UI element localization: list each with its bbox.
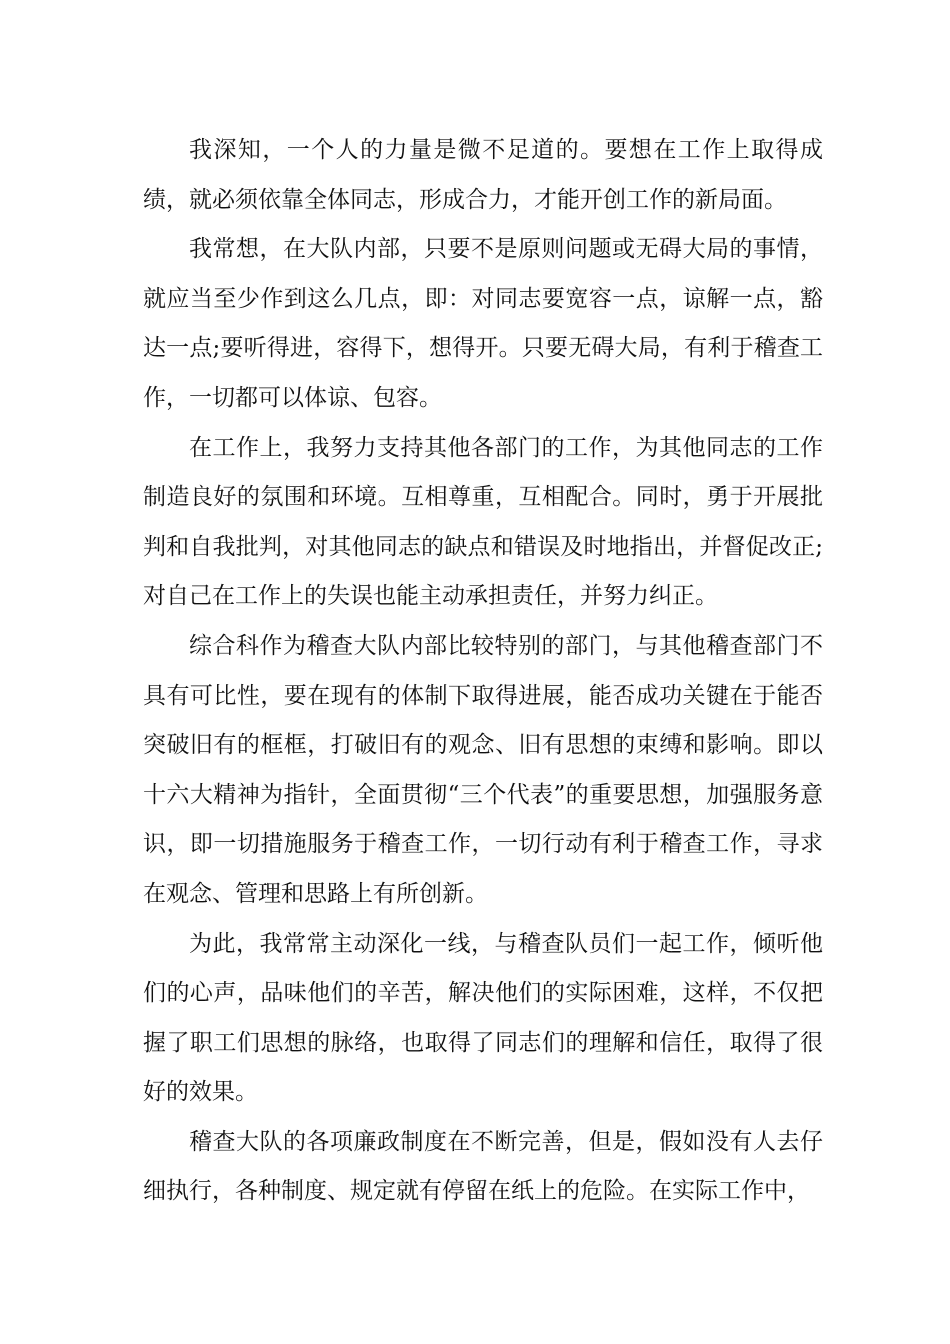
document-body [143,126,823,1217]
paragraph-1: 我深知，一个人的力量是微不足道的。要想在工作上取得成绩，就必须依靠全体同志，形成合力，才能开创工作的新局面。 [143,137,823,213]
paragraph-5: 为此，我常常主动深化一线，与稽查队员们一起工作，倾听他们的心声，品味他们的辛苦，解决他们的实际困难，这样，不仅把握了职工们思想的脉络，也取得了同志们的理解和信任，取得了很好的效果。 [143,930,823,1106]
paragraph-2: 我常想，在大队内部，只要不是原则问题或无碍大局的事情，就应当至少作到这么几点，即：对同志要宽容一点，谅解一点，豁达一点;要听得进，容得下，想得开。只要无碍大局，有利于稽查工作，一切都可以体谅、包容。 [143,236,823,411]
paragraph-6: 稽查大队的各项廉政制度在不断完善，但是，假如没有人去仔细执行，各种制度、规定就有停留在纸上的危险。在实际工作中， [143,1128,823,1205]
paragraph-3: 在工作上，我努力支持其他各部门的工作，为其他同志的工作制造良好的氛围和环境。互相尊重，互相配合。同时，勇于开展批判和自我批判，对其他同志的缺点和错误及时地指出，并督促改正;对自己在工作上的失误也能主动承担责任，并努力纠正。 [143,434,823,610]
paragraph-4: 综合科作为稽查大队内部比较特别的部门，与其他稽查部门不具有可比性，要在现有的体制下取得进展，能否成功关键在于能否突破旧有的框框，打破旧有的观念、旧有思想的束缚和影响。即以十六大精神为指针，全面贯彻“三个代表”的重要思想，加强服务意识，即一切措施服务于稽查工作，一切行动有利于稽查工作，寻求在观念、管理和思路上有所创新。 [143,632,823,907]
